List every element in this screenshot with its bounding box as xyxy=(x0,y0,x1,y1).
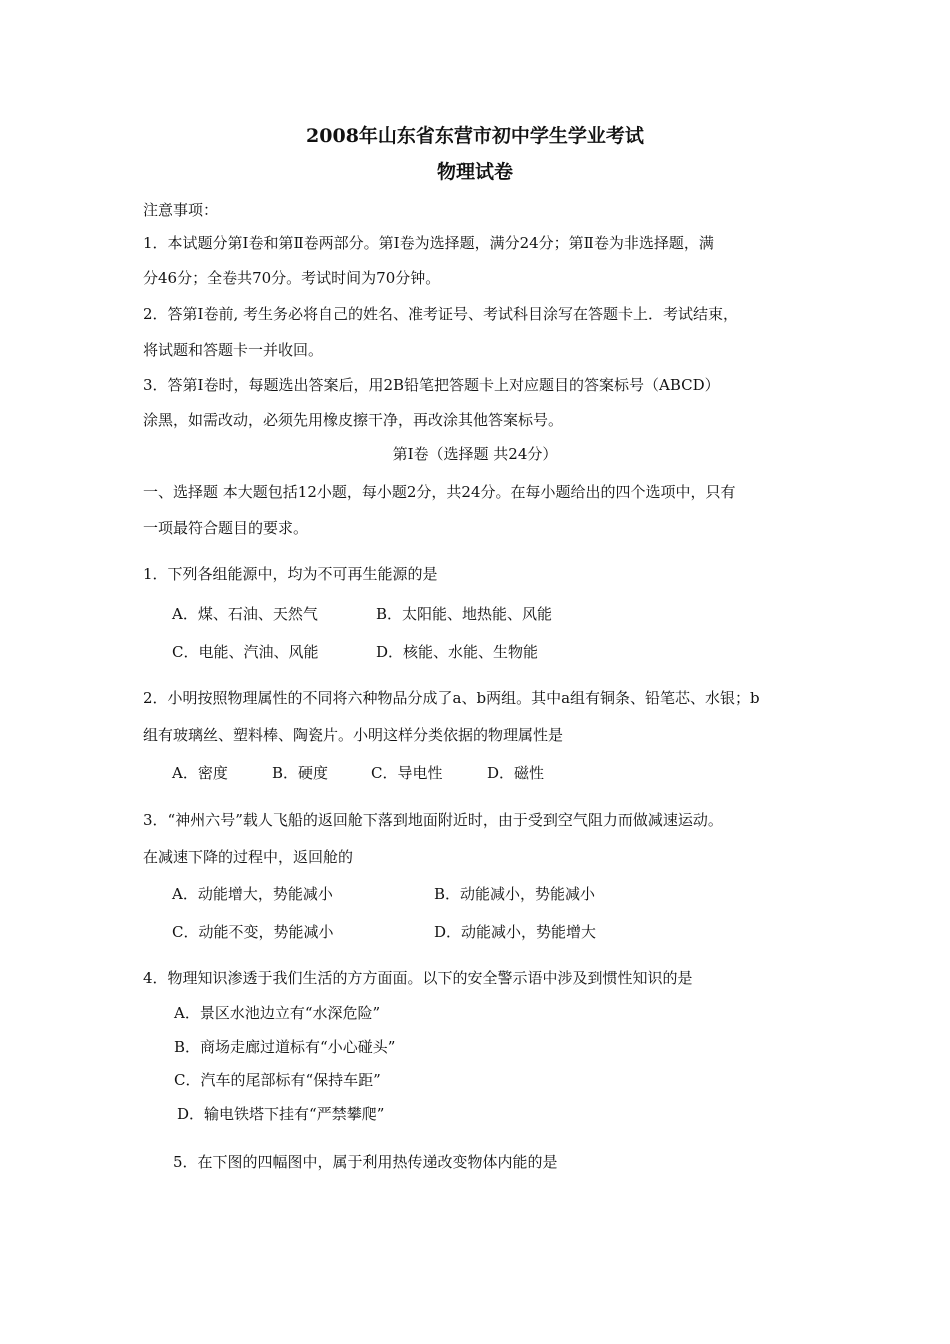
question-2-option-a: A．密度 xyxy=(172,764,228,782)
question-2-stem-line-1: 2．小明按照物理属性的不同将六种物品分成了a、b两组。其中a组有铜条、铅笔芯、水银；b xyxy=(143,689,760,707)
section-intro-line-2: 一项最符合题目的要求。 xyxy=(143,519,309,537)
notice-item-3-line-1: 3．答第Ⅰ卷时，每题选出答案后，用2B铅笔把答题卡上对应题目的答案标号（ABCD） xyxy=(143,376,720,394)
question-2-stem-line-2: 组有玻璃丝、塑料棒、陶瓷片。小明这样分类依据的物理属性是 xyxy=(143,726,564,744)
section-heading: 第Ⅰ卷（选择题 共24分） xyxy=(392,445,558,463)
question-2-option-c: C．导电性 xyxy=(371,764,443,782)
question-2-option-b: B．硬度 xyxy=(272,764,329,782)
question-3-option-c: C．动能不变，势能减小 xyxy=(172,923,334,941)
notice-item-1-line-1: 1．本试题分第Ⅰ卷和第Ⅱ卷两部分。第Ⅰ卷为选择题，满分24分；第Ⅱ卷为非选择题，满 xyxy=(143,234,714,252)
question-5-stem: 5．在下图的四幅图中，属于利用热传递改变物体内能的是 xyxy=(173,1153,558,1171)
question-1-option-b: B．太阳能、地热能、风能 xyxy=(376,605,553,623)
question-1-option-c: C．电能、汽油、风能 xyxy=(172,643,319,661)
notice-item-2-line-2: 将试题和答题卡一并收回。 xyxy=(143,341,324,359)
question-4-option-b: B．商场走廊过道标有“小心碰头” xyxy=(174,1038,396,1056)
notice-item-1-line-2: 分46分；全卷共70分。考试时间为70分钟。 xyxy=(143,269,441,287)
question-4-option-a: A．景区水池边立有“水深危险” xyxy=(174,1004,381,1022)
question-4-option-c: C．汽车的尾部标有“保持车距” xyxy=(174,1071,381,1089)
question-3-option-d: D．动能减小，势能增大 xyxy=(434,923,597,941)
question-1-stem: 1．下列各组能源中，均为不可再生能源的是 xyxy=(143,565,438,583)
notice-item-3-line-2: 涂黑，如需改动，必须先用橡皮擦干净，再改涂其他答案标号。 xyxy=(143,411,564,429)
question-4-stem: 4．物理知识渗透于我们生活的方方面面。以下的安全警示语中涉及到惯性知识的是 xyxy=(143,969,693,987)
question-3-stem-line-1: 3．“神州六号”载人飞船的返回舱下落到地面附近时，由于受到空气阻力而做减速运动。 xyxy=(143,811,723,829)
section-intro-line-1: 一、选择题 本大题包括12小题，每小题2分，共24分。在每小题给出的四个选项中，只有 xyxy=(143,483,736,501)
question-3-option-a: A．动能增大，势能减小 xyxy=(172,885,333,903)
question-2-option-d: D．磁性 xyxy=(487,764,545,782)
question-1-option-a: A．煤、石油、天然气 xyxy=(172,605,318,623)
question-4-option-d: D．输电铁塔下挂有“严禁攀爬” xyxy=(177,1105,385,1123)
question-1-option-d: D．核能、水能、生物能 xyxy=(376,643,539,661)
notice-item-2-line-1: 2．答第Ⅰ卷前, 考生务必将自己的姓名、准考证号、考试科目涂写在答题卡上．考试结束， xyxy=(143,305,739,323)
question-3-option-b: B．动能减小，势能减小 xyxy=(434,885,596,903)
exam-subtitle: 物理试卷 xyxy=(436,161,513,183)
question-3-stem-line-2: 在减速下降的过程中，返回舱的 xyxy=(143,848,354,866)
exam-title: 2008年山东省东营市初中学生学业考试 xyxy=(306,125,644,147)
notice-heading: 注意事项： xyxy=(143,201,219,219)
